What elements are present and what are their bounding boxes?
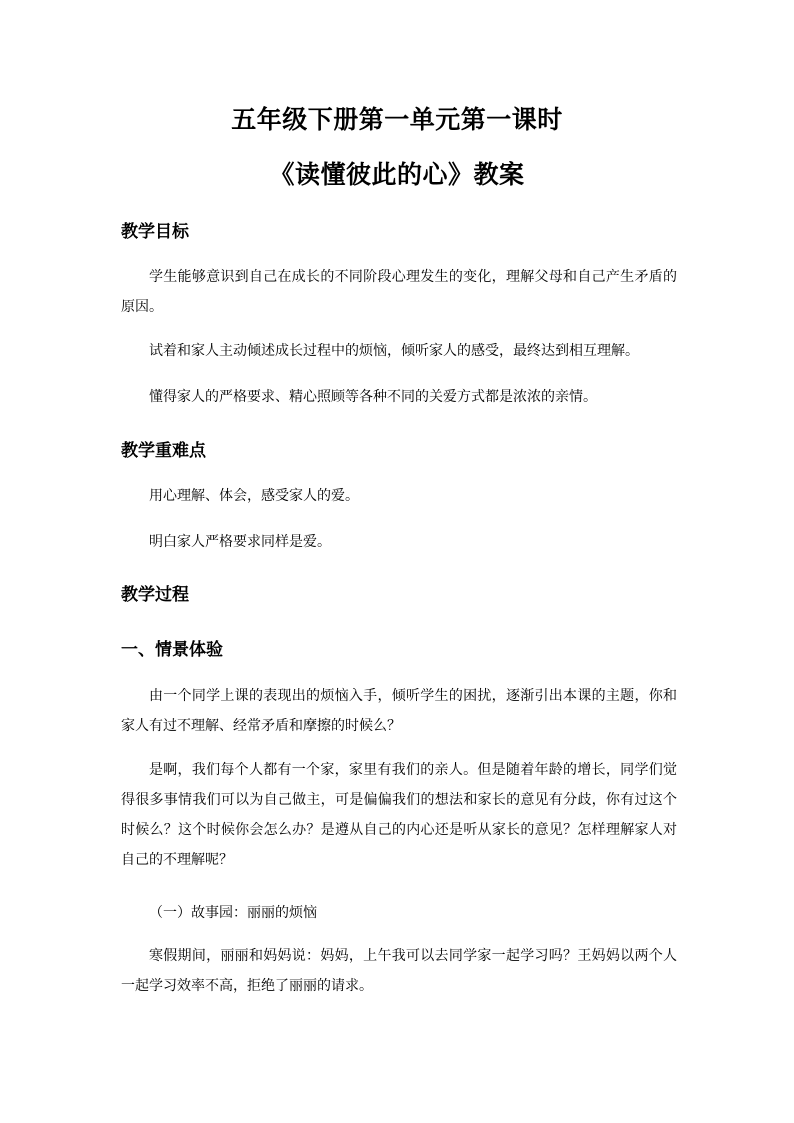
heading-scenario-experience: 一、情景体验 [121, 640, 223, 660]
goal-paragraph-2: 试着和家人主动倾述成长过程中的烦恼，倾听家人的感受，最终达到相互理解。 [149, 343, 639, 359]
document-title-line-2: 《读懂彼此的心》教案 [269, 160, 525, 189]
goal-paragraph-1: 学生能够意识到自己在成长的不同阶段心理发生的变化，理解父母和自己产生矛盾的原因。 [121, 269, 677, 315]
key-point-paragraph-1: 用心理解、体会，感受家人的爱。 [149, 488, 359, 504]
heading-key-points: 教学重难点 [121, 441, 206, 461]
scenario-paragraph-2: 是啊，我们每个人都有一个家，家里有我们的亲人。但是随着年龄的增长，同学们觉得很多事情我们可以为自己做主，可是偏偏我们的想法和家长的意见有分歧，你有过这个时候么？这个时候你会怎么办？是遵从自己的内心还是听从家长的意见？怎样理解家人对自己的不理解呢？ [121, 762, 677, 868]
scenario-paragraph-1: 由一个同学上课的表现出的烦恼入手，倾听学生的困扰，逐渐引出本课的主题，你和家人有过不理解、经常矛盾和摩擦的时候么？ [121, 688, 677, 734]
heading-teaching-goals: 教学目标 [121, 222, 189, 242]
heading-teaching-process: 教学过程 [121, 585, 189, 605]
story-subheading: （一）故事园：丽丽的烦恼 [149, 905, 317, 921]
key-point-paragraph-2: 明白家人严格要求同样是爱。 [149, 534, 331, 550]
goal-paragraph-3: 懂得家人的严格要求、精心照顾等各种不同的关爱方式都是浓浓的亲情。 [149, 389, 597, 405]
story-paragraph-1: 寒假期间，丽丽和妈妈说：妈妈，上午我可以去同学家一起学习吗？王妈妈以两个人一起学习效率不高，拒绝了丽丽的请求。 [121, 948, 677, 994]
document-title-line-1: 五年级下册第一单元第一课时 [231, 105, 563, 134]
